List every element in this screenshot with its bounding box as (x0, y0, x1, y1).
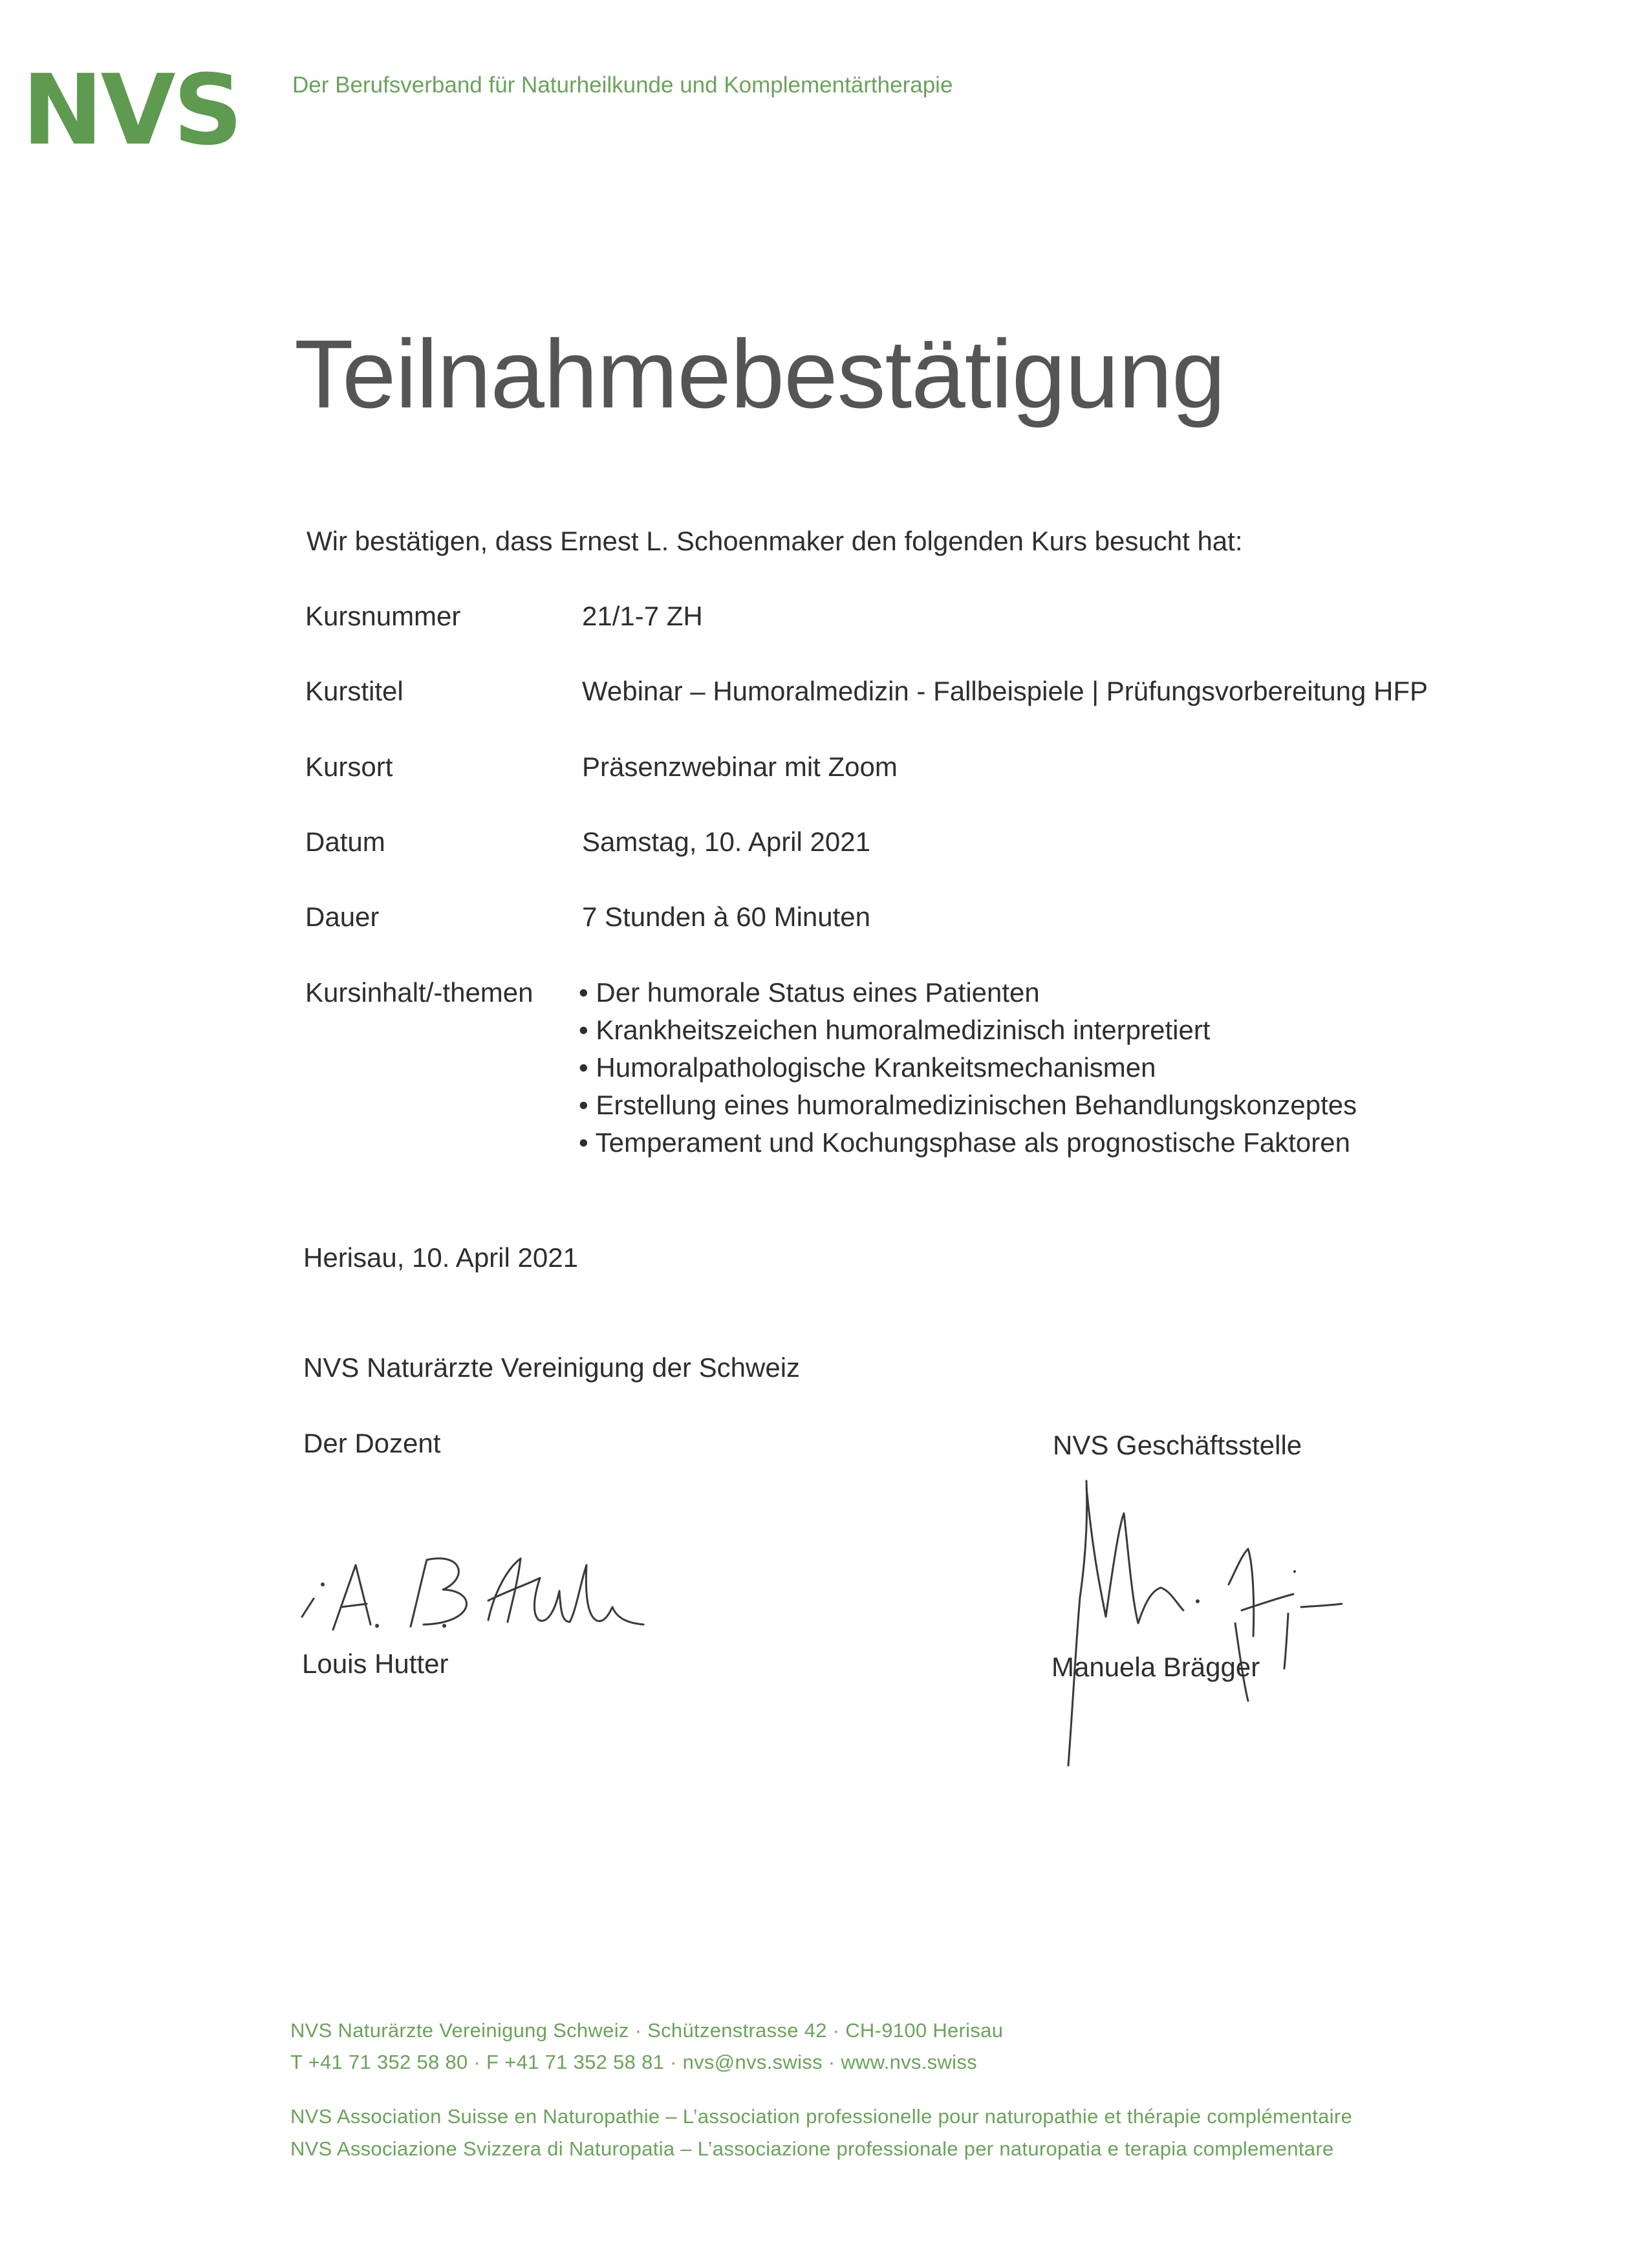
topic-item: • Krankheitszeichen humoralmedizinisch interpretiert (579, 1015, 1211, 1045)
course-topics-label: Kursinhalt/-themen (305, 977, 534, 1008)
course-date-label: Datum (305, 826, 385, 857)
organization-name: NVS Naturärzte Vereinigung der Schweiz (303, 1352, 801, 1383)
footer-contact: T +41 71 352 58 80 · F +41 71 352 58 81 · nvs@nvs.swiss · www.nvs.swiss (290, 2051, 977, 2073)
document-title: Teilnahmebestätigung (294, 319, 1225, 428)
course-number-value: 21/1-7 ZH (582, 601, 703, 631)
course-title-label: Kurstitel (305, 676, 404, 706)
office-signatory-name: Manuela Brägger (1051, 1652, 1260, 1682)
course-number-label: Kursnummer (305, 601, 461, 631)
topic-item: • Der humorale Status eines Patienten (579, 977, 1040, 1008)
topic-item: • Humoralpathologische Krankeitsmechanismen (579, 1052, 1156, 1083)
lecturer-role: Der Dozent (303, 1428, 441, 1458)
course-location-value: Präsenzwebinar mit Zoom (582, 751, 898, 782)
course-title-value: Webinar – Humoralmedizin - Fallbeispiele | Prüfungsvorbereitung HFP (582, 676, 1428, 706)
footer-french: NVS Association Suisse en Naturopathie – L’association professionelle pour naturopathie et thérapie complémentaire (290, 2105, 1353, 2128)
footer-italian: NVS Associazione Svizzera di Naturopatia – L’associazione professionale per naturopatia e terapia complementare (290, 2137, 1334, 2160)
course-date-value: Samstag, 10. April 2021 (582, 826, 870, 857)
topic-item: • Temperament und Kochungsphase als prognostische Faktoren (579, 1127, 1350, 1158)
place-date: Herisau, 10. April 2021 (303, 1242, 578, 1273)
lecturer-signature (294, 1539, 656, 1643)
nvs-logo: NVS (22, 54, 241, 167)
course-location-label: Kursort (305, 751, 393, 782)
intro-text: Wir bestätigen, dass Ernest L. Schoenmaker den folgenden Kurs besucht hat: (307, 526, 1243, 556)
topic-item: • Erstellung eines humoralmedizinischen Behandlungskonzeptes (579, 1090, 1357, 1120)
lecturer-name: Louis Hutter (302, 1648, 449, 1679)
office-signature (1048, 1474, 1474, 1778)
office-role: NVS Geschäftsstelle (1053, 1430, 1302, 1460)
header-tagline: Der Berufsverband für Naturheilkunde und Komplementärtherapie (292, 72, 953, 98)
course-duration-value: 7 Stunden à 60 Minuten (582, 902, 871, 932)
course-duration-label: Dauer (305, 902, 380, 932)
footer-address: NVS Naturärzte Vereinigung Schweiz · Schützenstrasse 42 · CH-9100 Herisau (290, 2019, 1004, 2042)
